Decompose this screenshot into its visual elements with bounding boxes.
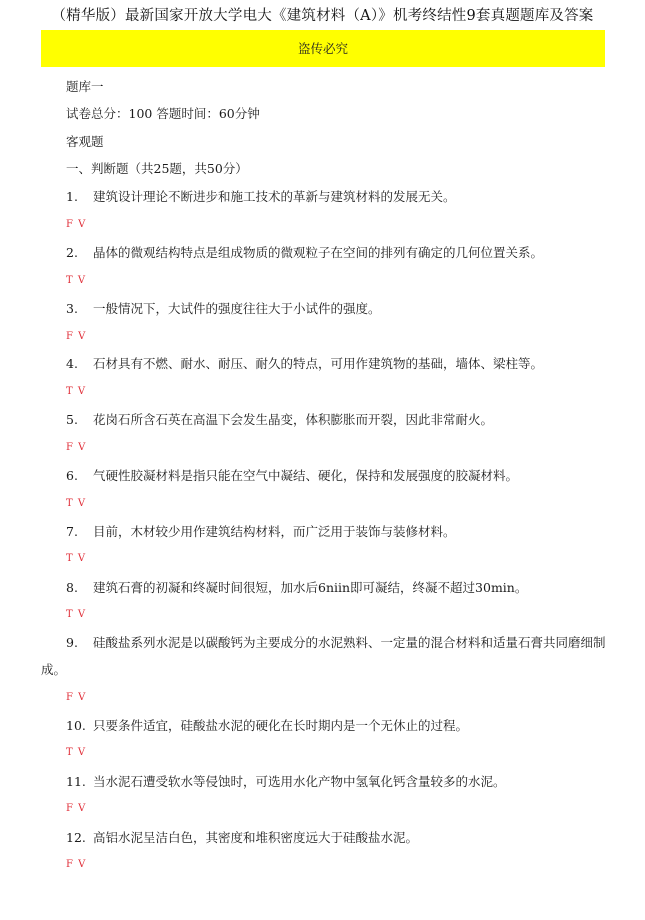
question-answer: T V — [66, 747, 87, 758]
section-bank-title: 题库一 — [66, 79, 104, 94]
question-text: 只要条件适宜，硅酸盐水泥的硬化在长时期内是一个无休止的过程。 — [93, 718, 469, 733]
question-answer: T V — [66, 553, 87, 564]
question-number: 4. — [66, 356, 78, 371]
question-text: 建筑设计理论不断进步和施工技术的革新与建筑材料的发展无关。 — [93, 189, 456, 204]
objective-heading: 客观题 — [66, 134, 104, 149]
question-answer: F V — [66, 692, 87, 703]
question-text: 气硬性胶凝材料是指只能在空气中凝结、硬化，保持和发展强度的胶凝材料。 — [93, 468, 519, 483]
question-answer: F V — [66, 331, 87, 342]
question-item — [66, 467, 518, 485]
question-item — [66, 355, 543, 373]
document-title: （精华版）最新国家开放大学电大《建筑材料（A）》机考终结性9套真题题库及答案 — [51, 8, 594, 24]
question-item — [66, 579, 527, 597]
question-answer: F V — [66, 859, 87, 870]
question-text: 硅酸盐系列水泥是以碳酸钙为主要成分的水泥熟料、一定量的混合材料和适量石膏共同磨细制 — [93, 635, 606, 650]
question-number: 3. — [66, 301, 78, 316]
question-number: 1. — [66, 189, 78, 204]
question-item — [66, 773, 506, 791]
question-item — [66, 300, 381, 318]
question-item — [66, 244, 543, 262]
question-text: 当水泥石遭受软水等侵蚀时，可选用水化产物中氢氧化钙含量较多的水泥。 — [93, 774, 506, 789]
question-text: 一般情况下，大试件的强度往往大于小试件的强度。 — [93, 301, 381, 316]
part-heading: 一、判断题（共25题，共50分） — [66, 161, 248, 176]
question-answer: T V — [66, 609, 87, 620]
question-text: 目前，木材较少用作建筑结构材料，而广泛用于装饰与装修材料。 — [93, 524, 456, 539]
question-number: 7. — [66, 524, 78, 539]
question-number: 2. — [66, 245, 78, 260]
question-item — [66, 188, 456, 206]
question-text: 花岗石所含石英在高温下会发生晶变，体积膨胀而开裂，因此非常耐火。 — [93, 412, 494, 427]
question-number: 5. — [66, 412, 78, 427]
question-answer: F V — [66, 442, 87, 453]
question-number: 12. — [66, 830, 86, 845]
question-number: 6. — [66, 468, 78, 483]
question-text: 高铝水泥呈洁白色，其密度和堆积密度远大于硅酸盐水泥。 — [93, 830, 419, 845]
question-item — [66, 634, 606, 652]
question-answer: F V — [66, 219, 87, 230]
question-number: 10. — [66, 718, 86, 733]
question-number: 9. — [66, 635, 78, 650]
exam-meta: 试卷总分：100 答题时间：60分钟 — [66, 106, 260, 121]
question-answer: F V — [66, 803, 87, 814]
question-answer: T V — [66, 386, 87, 397]
question-item — [66, 523, 456, 541]
question-text: 石材具有不燃、耐水、耐压、耐久的特点，可用作建筑物的基础，墙体、梁柱等。 — [93, 356, 544, 371]
question-answer: T V — [66, 498, 87, 509]
question-text: 晶体的微观结构特点是组成物质的微观粒子在空间的排列有确定的几何位置关系。 — [93, 245, 544, 260]
question-number: 11. — [66, 774, 86, 789]
question-item — [66, 411, 493, 429]
question-text: 建筑石膏的初凝和终凝时间很短，加水后6niin即可凝结，终凝不超过30min。 — [93, 580, 528, 595]
question-item — [66, 717, 468, 735]
question-text-continuation: 成。 — [41, 662, 67, 677]
question-item — [66, 829, 418, 847]
warning-banner: 盗传必究 — [41, 30, 605, 67]
question-number: 8. — [66, 580, 78, 595]
question-answer: T V — [66, 275, 87, 286]
